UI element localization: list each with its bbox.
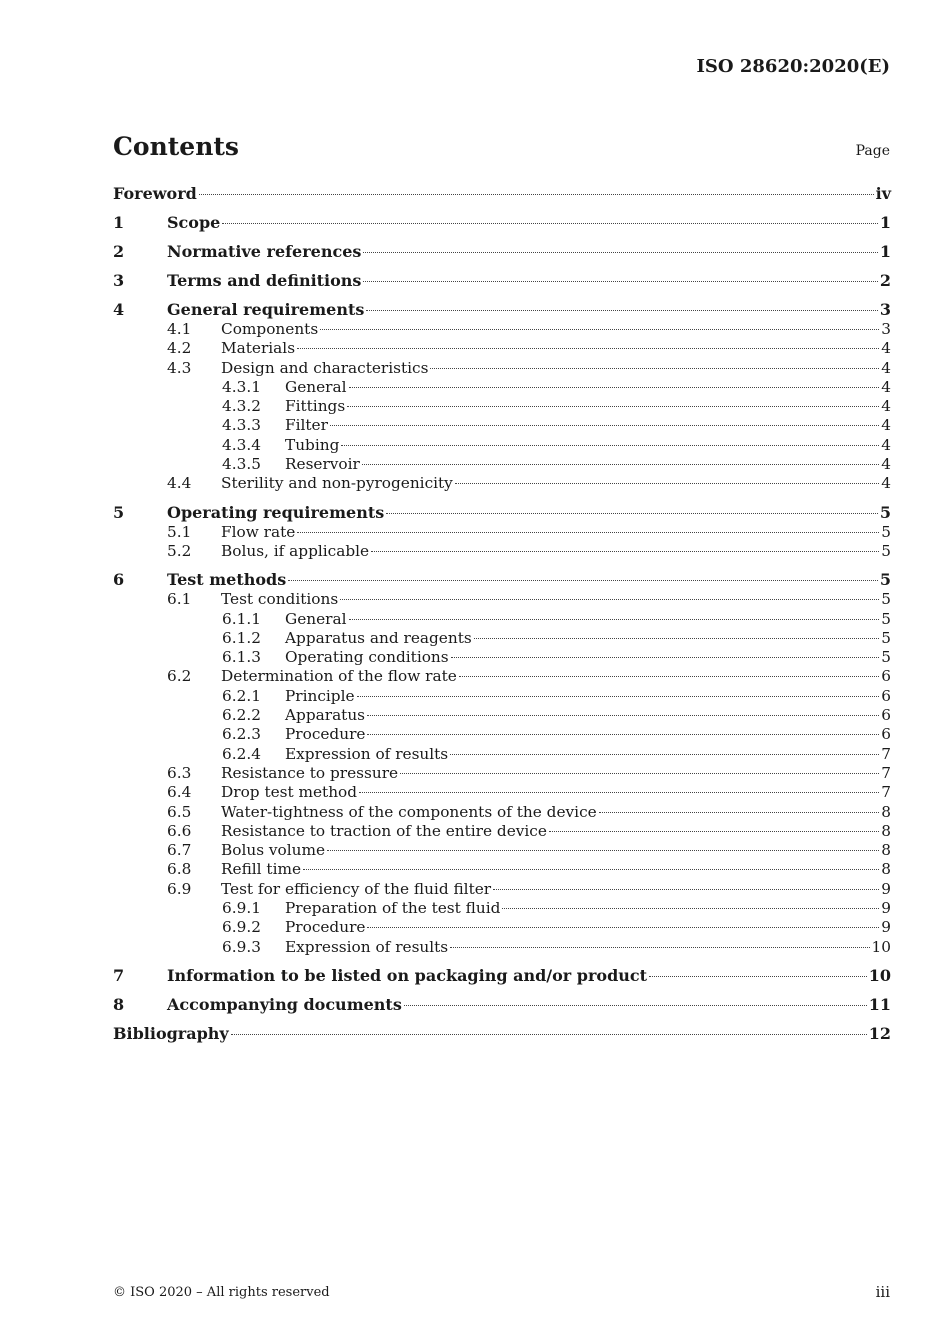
dot-leader bbox=[349, 619, 880, 620]
toc-entry-number: 6.1.3 bbox=[222, 648, 261, 667]
toc-entry-page: 1 bbox=[879, 242, 891, 261]
toc-entry-label: Operating requirements bbox=[167, 502, 385, 522]
toc-entry-label: Resistance to pressure bbox=[221, 763, 399, 782]
dot-leader bbox=[297, 348, 879, 349]
page-column-label: Page bbox=[855, 143, 890, 159]
toc-entry-number: 6.7 bbox=[167, 841, 192, 860]
dot-leader bbox=[320, 329, 879, 330]
toc-entry[interactable] bbox=[113, 503, 891, 523]
dot-leader bbox=[231, 1034, 867, 1035]
toc-entry-page: 4 bbox=[881, 455, 891, 474]
toc-entry-label: Accompanying documents bbox=[167, 994, 402, 1014]
toc-entry[interactable] bbox=[113, 271, 891, 291]
toc-entry-label: Preparation of the test fluid bbox=[285, 899, 501, 918]
toc-entry[interactable] bbox=[113, 184, 891, 204]
toc-entry-label: Bibliography bbox=[113, 1023, 229, 1043]
toc-entry-page: 9 bbox=[881, 879, 891, 898]
toc-entry-number: 4.2 bbox=[167, 339, 192, 358]
toc-entry[interactable] bbox=[113, 339, 891, 358]
toc-entry[interactable] bbox=[113, 359, 891, 378]
toc-entry-page: 8 bbox=[881, 802, 891, 821]
toc-entry-page: 6 bbox=[881, 706, 891, 725]
toc-entry-page: 4 bbox=[881, 416, 891, 435]
toc-entry-page: 5 bbox=[881, 628, 891, 647]
dot-leader bbox=[386, 513, 878, 514]
toc-entry-page: 6 bbox=[881, 686, 891, 705]
toc-entry-label: Refill time bbox=[221, 860, 302, 879]
toc-entry[interactable] bbox=[113, 300, 891, 320]
toc-entry-number: 6.2 bbox=[167, 667, 192, 686]
toc-entry-number: 4.1 bbox=[167, 320, 192, 338]
dot-leader bbox=[371, 551, 879, 552]
toc-entry-number: 4.3 bbox=[167, 358, 192, 377]
dot-leader bbox=[599, 812, 880, 813]
toc-entry-number: 6.4 bbox=[167, 783, 192, 802]
dot-leader bbox=[347, 406, 879, 407]
toc-entry-label: Apparatus and reagents bbox=[285, 628, 472, 647]
toc-entry-page: 6 bbox=[881, 667, 891, 686]
page-number: iii bbox=[875, 1283, 890, 1301]
toc-entry-page: 5 bbox=[881, 648, 891, 667]
toc-entry[interactable] bbox=[113, 474, 891, 493]
dot-leader bbox=[362, 464, 879, 465]
toc-entry-page: 5 bbox=[879, 502, 891, 522]
toc-entry-page: 9 bbox=[881, 899, 891, 918]
toc-entry-page: 7 bbox=[881, 744, 891, 763]
dot-leader bbox=[222, 223, 878, 224]
page-title: Contents bbox=[113, 132, 240, 161]
toc-entry-label: Components bbox=[221, 320, 319, 338]
toc-entry-page: 5 bbox=[881, 590, 891, 609]
toc-entry-page: 7 bbox=[881, 763, 891, 782]
toc-entry-page: 5 bbox=[879, 570, 891, 590]
toc-entry-number: 6.9 bbox=[167, 879, 192, 898]
dot-leader bbox=[366, 310, 878, 311]
toc-entry-page: 3 bbox=[881, 320, 891, 338]
toc-entry-page: 5 bbox=[881, 541, 891, 560]
toc-entry-label: Filter bbox=[285, 416, 328, 435]
toc-entry-page: 12 bbox=[868, 1023, 891, 1043]
toc-entry-page: 6 bbox=[881, 725, 891, 744]
toc-entry-page: 9 bbox=[881, 918, 891, 937]
dot-leader bbox=[349, 387, 880, 388]
toc-entry-label: Tubing bbox=[285, 435, 340, 454]
toc-entry-number: 6.2.3 bbox=[222, 725, 261, 744]
dot-leader bbox=[359, 792, 879, 793]
toc-entry-number: 4.3.4 bbox=[222, 435, 261, 454]
dot-leader bbox=[549, 831, 879, 832]
dot-leader bbox=[363, 252, 877, 253]
toc-entry-page: 4 bbox=[881, 435, 891, 454]
toc-entry-page: 5 bbox=[881, 609, 891, 628]
toc-entry-number: 6.1.2 bbox=[222, 628, 261, 647]
toc-entry[interactable] bbox=[113, 918, 891, 937]
toc-entry-label: Bolus volume bbox=[221, 841, 326, 860]
dot-leader bbox=[459, 676, 879, 677]
toc-entry-number: 6.9.1 bbox=[222, 899, 261, 918]
dot-leader bbox=[341, 445, 879, 446]
toc-entry-label: Drop test method bbox=[221, 783, 358, 802]
toc-entry[interactable] bbox=[113, 899, 891, 918]
toc-entry-label: Expression of results bbox=[285, 744, 449, 763]
toc-entry[interactable] bbox=[113, 687, 891, 706]
table-of-contents bbox=[113, 184, 891, 1044]
dot-leader bbox=[404, 1005, 867, 1006]
copyright-notice: © ISO 2020 – All rights reserved bbox=[113, 1285, 330, 1300]
toc-entry-page: 8 bbox=[881, 860, 891, 879]
toc-entry-label: Scope bbox=[167, 213, 221, 232]
toc-entry[interactable] bbox=[113, 1024, 891, 1044]
toc-entry-page: 8 bbox=[881, 821, 891, 840]
dot-leader bbox=[199, 194, 874, 195]
dot-leader bbox=[330, 425, 879, 426]
toc-entry-label: Fittings bbox=[285, 397, 346, 416]
dot-leader bbox=[451, 657, 880, 658]
toc-entry-number: 4.3.2 bbox=[222, 397, 261, 416]
toc-entry-number: 4 bbox=[113, 300, 125, 319]
toc-entry[interactable] bbox=[113, 416, 891, 435]
toc-entry-label: Test conditions bbox=[221, 590, 339, 609]
toc-entry-label: Operating conditions bbox=[285, 648, 449, 667]
toc-entry-number: 3 bbox=[113, 271, 125, 290]
dot-leader bbox=[367, 927, 879, 928]
toc-entry-number: 4.4 bbox=[167, 474, 192, 493]
toc-entry-page: 2 bbox=[879, 271, 891, 290]
toc-entry-number: 7 bbox=[113, 965, 125, 985]
toc-entry-label: Procedure bbox=[285, 725, 366, 744]
toc-entry[interactable] bbox=[113, 610, 891, 629]
toc-entry[interactable] bbox=[113, 764, 891, 783]
toc-entry-page: 8 bbox=[881, 841, 891, 860]
toc-entry[interactable] bbox=[113, 783, 891, 802]
toc-entry-label: Test for efficiency of the fluid filter bbox=[221, 879, 492, 898]
toc-entry-label: Principle bbox=[285, 686, 355, 705]
toc-entry-number: 6.2.2 bbox=[222, 706, 261, 725]
toc-entry-label: Resistance to traction of the entire device bbox=[221, 821, 547, 840]
toc-entry-label: General bbox=[285, 377, 347, 396]
dot-leader bbox=[430, 368, 879, 369]
toc-entry-number: 4.3.1 bbox=[222, 377, 261, 396]
dot-leader bbox=[363, 281, 877, 282]
toc-entry-number: 6.6 bbox=[167, 821, 192, 840]
toc-entry-label: Reservoir bbox=[285, 455, 360, 474]
dot-leader bbox=[357, 696, 880, 697]
dot-leader bbox=[450, 947, 869, 948]
toc-entry-number: 5.1 bbox=[167, 522, 192, 541]
dot-leader bbox=[493, 889, 879, 890]
toc-entry[interactable] bbox=[113, 725, 891, 744]
toc-entry[interactable] bbox=[113, 938, 891, 957]
toc-entry[interactable] bbox=[113, 841, 891, 860]
toc-entry[interactable] bbox=[113, 822, 891, 841]
toc-entry[interactable] bbox=[113, 745, 891, 764]
toc-entry-label: Test methods bbox=[167, 570, 287, 590]
toc-entry[interactable] bbox=[113, 706, 891, 725]
toc-entry-page: 5 bbox=[881, 522, 891, 541]
dot-leader bbox=[327, 850, 879, 851]
dot-leader bbox=[450, 754, 879, 755]
toc-entry-number: 8 bbox=[113, 994, 125, 1014]
toc-entry-number: 1 bbox=[113, 213, 125, 232]
dot-leader bbox=[288, 580, 878, 581]
toc-entry[interactable] bbox=[113, 803, 891, 822]
toc-entry-number: 2 bbox=[113, 242, 125, 261]
toc-entry[interactable] bbox=[113, 242, 891, 262]
toc-entry[interactable] bbox=[113, 213, 891, 233]
toc-entry[interactable] bbox=[113, 320, 891, 339]
toc-entry[interactable] bbox=[113, 995, 891, 1015]
toc-entry[interactable] bbox=[113, 570, 891, 590]
toc-entry[interactable] bbox=[113, 648, 891, 667]
toc-entry-number: 6.1 bbox=[167, 590, 192, 609]
toc-entry-page: 4 bbox=[881, 339, 891, 358]
toc-entry[interactable] bbox=[113, 667, 891, 686]
dot-leader bbox=[649, 976, 867, 977]
toc-entry-number: 4.3.5 bbox=[222, 455, 261, 474]
dot-leader bbox=[367, 715, 879, 716]
toc-entry[interactable] bbox=[113, 880, 891, 899]
toc-entry-number: 6.8 bbox=[167, 860, 192, 879]
toc-entry[interactable] bbox=[113, 590, 891, 609]
toc-entry[interactable] bbox=[113, 455, 891, 474]
toc-entry-page: 4 bbox=[881, 397, 891, 416]
toc-entry-page: 11 bbox=[868, 994, 891, 1014]
toc-entry-page: 4 bbox=[881, 377, 891, 396]
toc-entry-page: 1 bbox=[879, 213, 891, 232]
toc-entry-number: 6.1.1 bbox=[222, 609, 261, 628]
toc-entry-number: 5.2 bbox=[167, 541, 192, 560]
toc-entry-number: 6.9.3 bbox=[222, 937, 261, 956]
toc-entry[interactable] bbox=[113, 378, 891, 397]
toc-entry-number: 5 bbox=[113, 502, 125, 522]
toc-entry[interactable] bbox=[113, 397, 891, 416]
toc-entry[interactable] bbox=[113, 523, 891, 542]
dot-leader bbox=[340, 599, 879, 600]
toc-entry-number: 6.9.2 bbox=[222, 918, 261, 937]
toc-entry-page: 4 bbox=[881, 474, 891, 493]
toc-entry[interactable] bbox=[113, 436, 891, 455]
toc-entry-label: Information to be listed on packaging and/or product bbox=[167, 965, 648, 985]
dot-leader bbox=[400, 773, 879, 774]
toc-entry-label: Water-tightness of the components of the device bbox=[221, 802, 597, 821]
toc-entry[interactable] bbox=[113, 860, 891, 879]
toc-entry-page: 3 bbox=[879, 300, 891, 319]
toc-entry-page: 10 bbox=[871, 937, 891, 956]
toc-entry-label: Materials bbox=[221, 339, 296, 358]
toc-entry-label: Foreword bbox=[113, 184, 197, 203]
toc-entry-number: 4.3.3 bbox=[222, 416, 261, 435]
toc-entry-number: 6.3 bbox=[167, 763, 192, 782]
toc-entry-label: Determination of the flow rate bbox=[221, 667, 457, 686]
dot-leader bbox=[474, 638, 880, 639]
dot-leader bbox=[455, 483, 879, 484]
toc-entry-label: Sterility and non-pyrogenicity bbox=[221, 474, 453, 493]
toc-entry[interactable] bbox=[113, 966, 891, 986]
toc-entry[interactable] bbox=[113, 629, 891, 648]
toc-entry-label: Design and characteristics bbox=[221, 358, 429, 377]
toc-entry-label: Flow rate bbox=[221, 522, 296, 541]
toc-entry-label: Procedure bbox=[285, 918, 366, 937]
toc-entry-label: Terms and definitions bbox=[167, 271, 362, 290]
toc-entry-number: 6 bbox=[113, 570, 125, 590]
toc-entry-page: 7 bbox=[881, 783, 891, 802]
toc-entry-page: 10 bbox=[868, 965, 891, 985]
dot-leader bbox=[303, 869, 879, 870]
toc-entry-page: iv bbox=[875, 184, 891, 203]
toc-entry-page: 4 bbox=[881, 358, 891, 377]
toc-entry-label: General requirements bbox=[167, 300, 365, 319]
toc-entry-label: Expression of results bbox=[285, 937, 449, 956]
document-id: ISO 28620:2020(E) bbox=[696, 56, 890, 77]
toc-entry-label: General bbox=[285, 609, 347, 628]
toc-entry-label: Apparatus bbox=[285, 706, 366, 725]
dot-leader bbox=[297, 532, 879, 533]
toc-entry-number: 6.2.4 bbox=[222, 744, 261, 763]
toc-entry[interactable] bbox=[113, 542, 891, 561]
dot-leader bbox=[367, 734, 879, 735]
toc-entry-label: Normative references bbox=[167, 242, 362, 261]
toc-entry-number: 6.2.1 bbox=[222, 686, 261, 705]
toc-entry-number: 6.5 bbox=[167, 802, 192, 821]
toc-entry-label: Bolus, if applicable bbox=[221, 541, 370, 560]
dot-leader bbox=[502, 908, 879, 909]
